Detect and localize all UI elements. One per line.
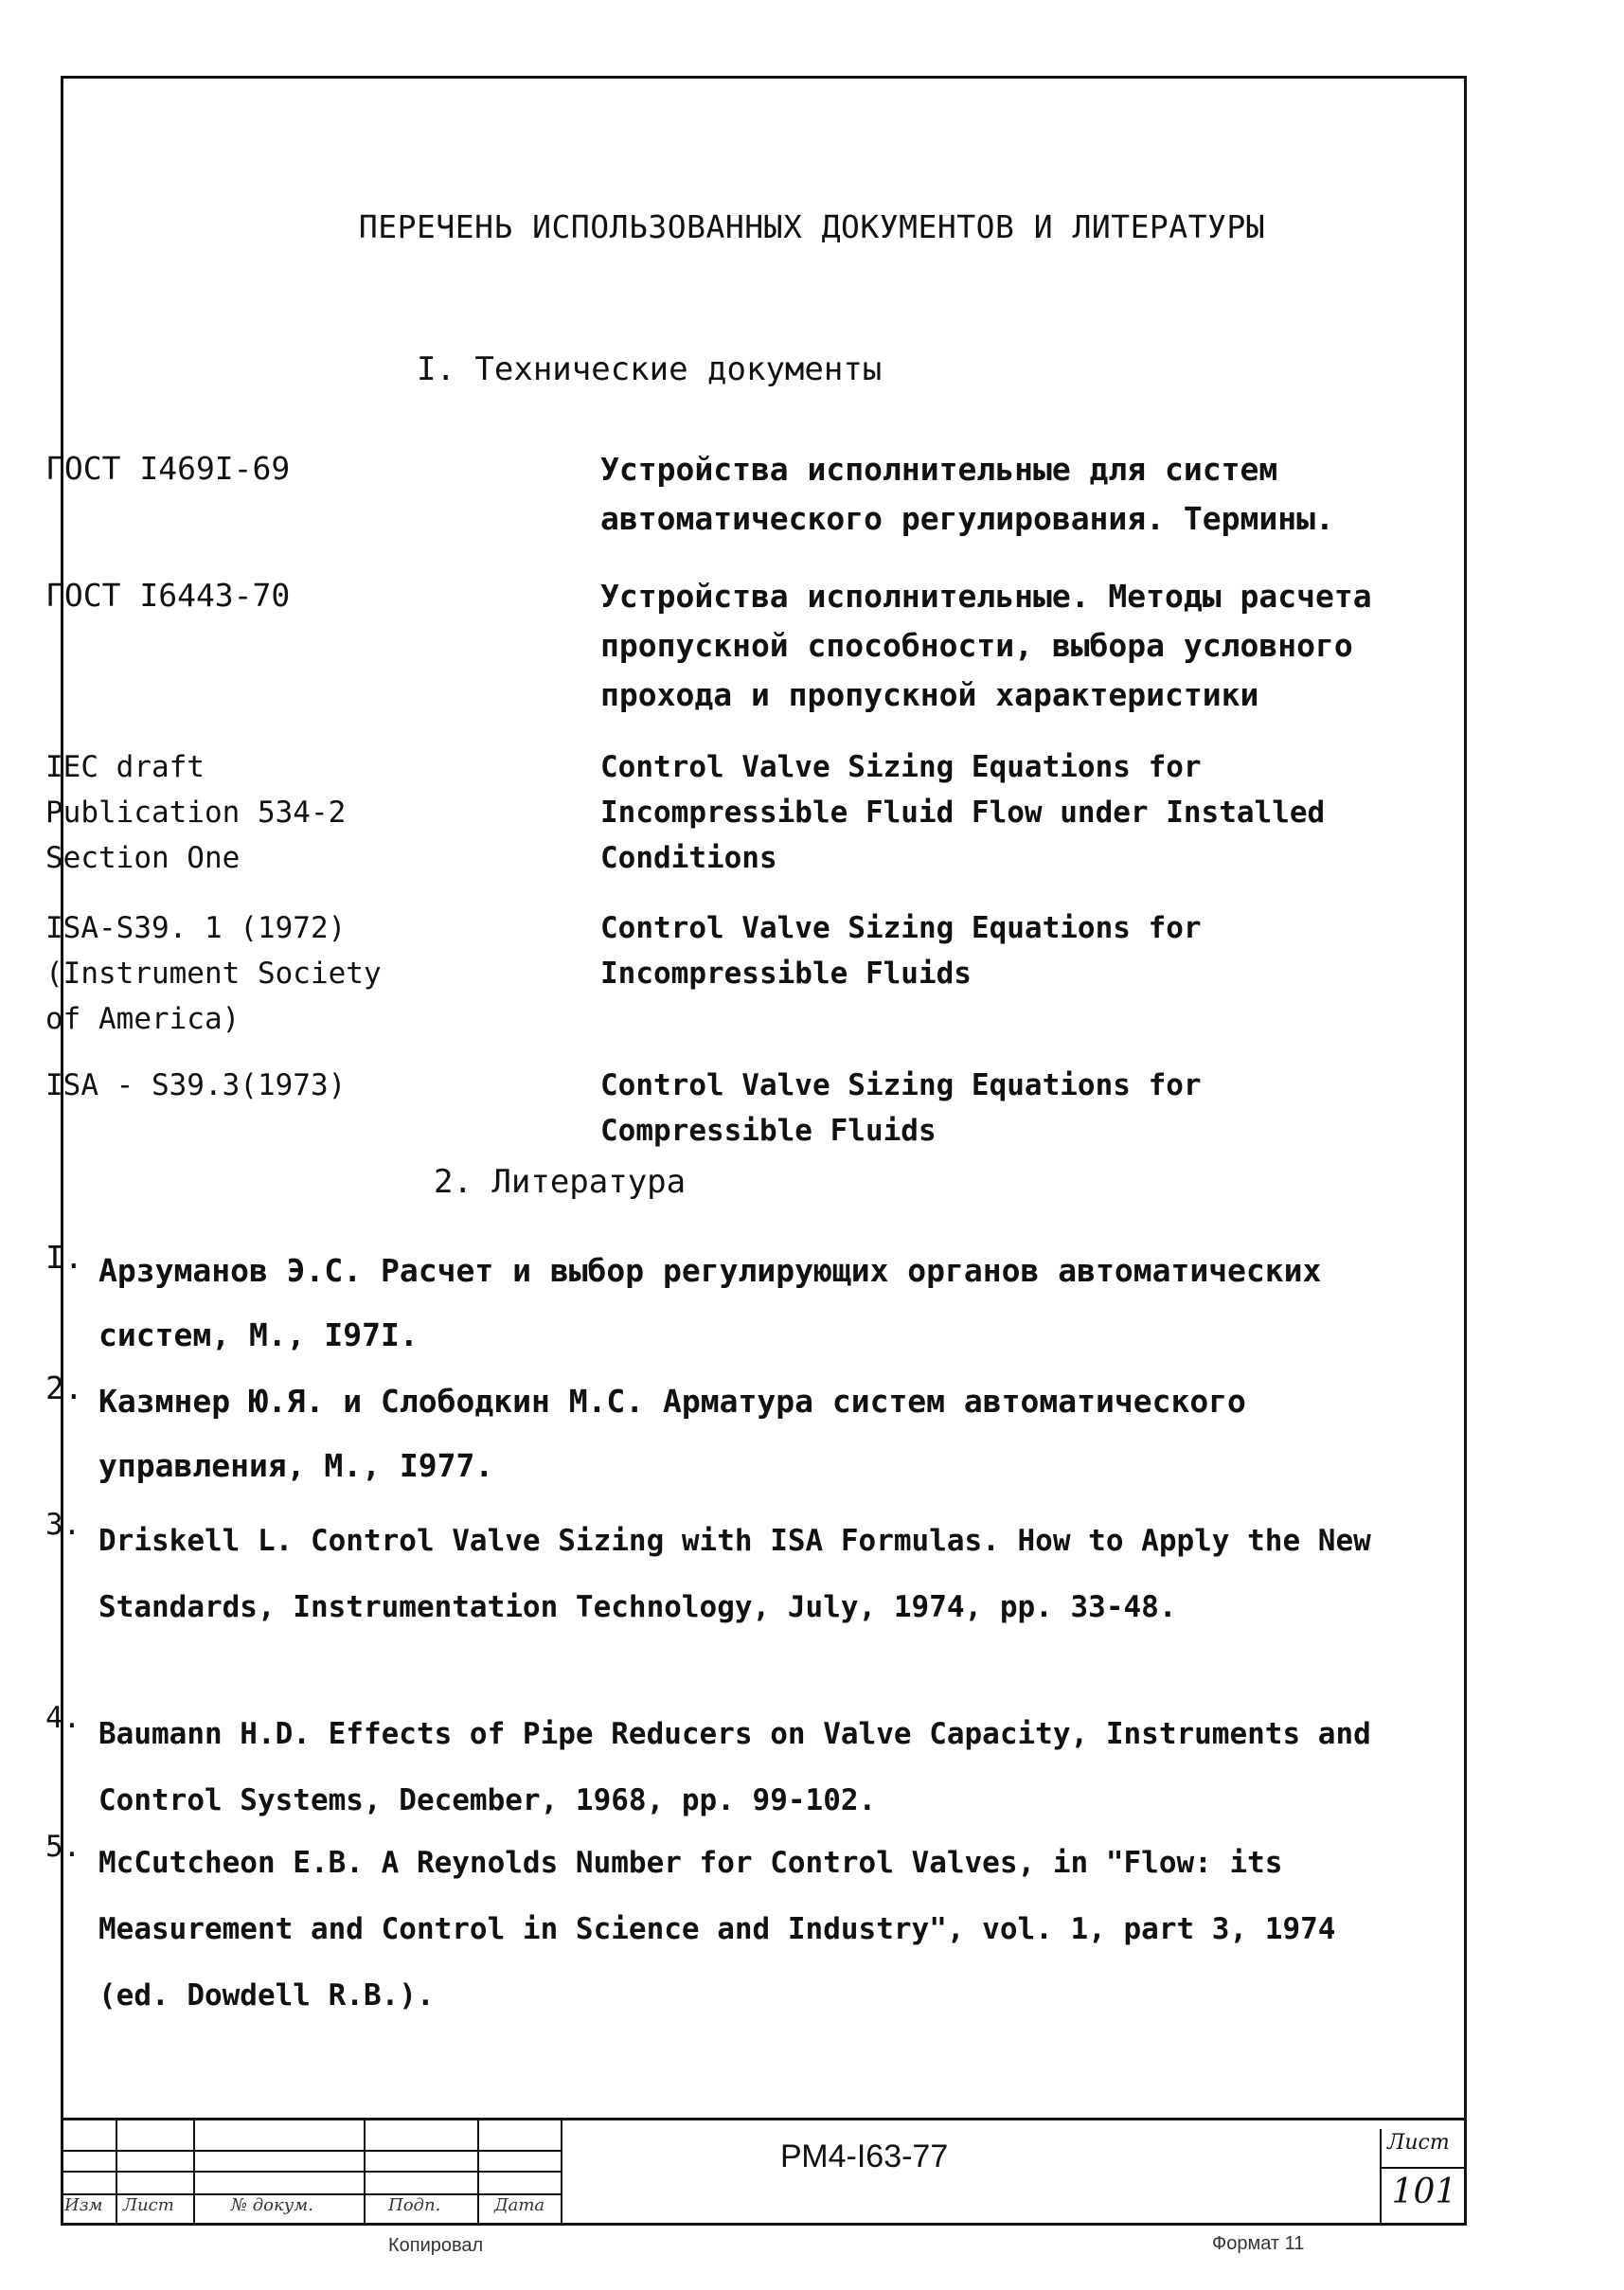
doc-code: ГОСТ I469I-69 <box>45 450 291 487</box>
item-text: McCutcheon E.B. A Reynolds Number for Control Valves, in "Flow: its Measurement and Control in Science and Industry", vol. 1, part 3, 1974 (ed. Dowdell R.B.). <box>98 1846 1336 2013</box>
item-number: 2. <box>45 1369 83 1406</box>
doc-code: IEC draft Publication 534-2 Section One <box>45 750 347 875</box>
copied-by-label: Копировал <box>388 2235 484 2256</box>
title-block <box>61 2118 1467 2226</box>
item-number: 4. <box>45 1701 81 1735</box>
label-change: Изм <box>64 2195 103 2215</box>
sheet-label: Лист <box>1387 2131 1450 2155</box>
doc-description: Устройства исполнительные для систем автоматического регулирования. Термины. <box>600 451 1334 537</box>
label-sheet: Лист <box>123 2195 174 2215</box>
item-number: I. <box>45 1239 83 1276</box>
doc-description: Control Valve Sizing Equations for Incompressible Fluids <box>600 911 1202 991</box>
label-doc-number: № докум. <box>231 2195 313 2215</box>
doc-description: Control Valve Sizing Equations for Incompressible Fluid Flow under Installed Conditions <box>600 750 1326 875</box>
doc-code: ISA-S39. 1 (1972) (Instrument Society of America) <box>45 911 382 1036</box>
doc-code: ГОСТ I6443-70 <box>45 577 291 614</box>
literature-item <box>45 1830 1400 2029</box>
item-text: Driskell L. Control Valve Sizing with ISA Formulas. How to Apply the New Standards, Instrumentation Technology, July, 1974, pp. 33-48. <box>98 1524 1371 1624</box>
section-2-title: 2. Литература <box>434 1163 687 1201</box>
page-title: ПЕРЕЧЕНЬ ИСПОЛЬЗОВАННЫХ ДОКУМЕНТОВ И ЛИТЕРАТУРЫ <box>358 208 1266 245</box>
item-text: Казмнер Ю.Я. и Слободкин М.С. Арматура систем автоматического управления, М., I977. <box>98 1383 1246 1484</box>
label-signature: Подп. <box>388 2195 441 2215</box>
doc-description: Устройства исполнительные. Методы расчета пропускной способности, выбора условного прохода и пропускной характеристики <box>600 578 1372 713</box>
literature-item <box>45 1369 1400 1498</box>
doc-code: ISA - S39.3(1973) <box>45 1068 347 1102</box>
sheet-box <box>1380 2129 1467 2224</box>
doc-description: Control Valve Sizing Equations for Compressible Fluids <box>600 1068 1202 1148</box>
literature-item <box>45 1508 1400 1640</box>
item-number: 3. <box>45 1508 81 1542</box>
item-text: Baumann H.D. Effects of Pipe Reducers on Valve Capacity, Instruments and Control Systems, December, 1968, pp. 99-102. <box>98 1717 1371 1817</box>
literature-item <box>45 1239 1400 1368</box>
sheet-number: 101 <box>1391 2173 1457 2211</box>
item-text: Арзуманов Э.С. Расчет и выбор регулирующих органов автоматических систем, М., I97I. <box>98 1252 1322 1353</box>
format-label: Формат 11 <box>1212 2233 1305 2254</box>
literature-item <box>45 1701 1400 1834</box>
item-number: 5. <box>45 1830 81 1864</box>
document-designation: РМ4-I63-77 <box>780 2138 949 2174</box>
section-1-title: I. Технические документы <box>417 350 883 388</box>
label-date: Дата <box>494 2195 545 2215</box>
